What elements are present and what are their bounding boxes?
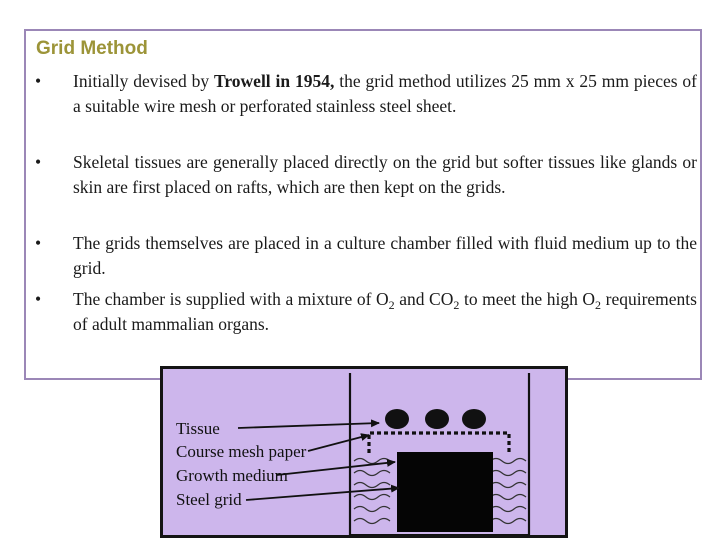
bullet-text-3: The grids themselves are placed in a culture chamber filled with fluid medium up to the grid. bbox=[73, 233, 697, 278]
grid-method-diagram bbox=[160, 366, 568, 538]
bullet-text-2: Skeletal tissues are generally placed directly on the grid but softer tissues like glands or skin are first placed on rafts, which are then kept on the grids. bbox=[73, 152, 697, 197]
slide-title: Grid Method bbox=[36, 38, 148, 59]
label-grid: Steel grid bbox=[176, 490, 242, 509]
bullet-symbol: • bbox=[35, 289, 42, 309]
bullet-symbol: • bbox=[35, 233, 42, 253]
bullet-symbol: • bbox=[35, 71, 42, 91]
label-medium: Growth medium bbox=[176, 466, 288, 485]
tissue-pieces bbox=[385, 409, 486, 429]
bullet-symbol: • bbox=[35, 152, 42, 172]
support-block bbox=[397, 452, 493, 532]
bullet-text-4: The chamber is supplied with a mixture of $O_2$ and $CO_2$ to meet the high $O_2$ requirements of adult mammalian organs. bbox=[73, 289, 697, 334]
steel-grid-outline bbox=[369, 433, 509, 453]
bullet-text-1: Initially devised by Trowell in 1954, the grid method utilizes 25 mm x 25 mm pieces of a suitable wire mesh or perforated stainless steel sheet. bbox=[73, 71, 697, 116]
label-mesh: Course mesh paper bbox=[176, 442, 307, 461]
label-tissue: Tissue bbox=[176, 419, 220, 438]
text-box bbox=[24, 29, 702, 380]
bold-text: Trowell in 1954, bbox=[213, 71, 335, 91]
